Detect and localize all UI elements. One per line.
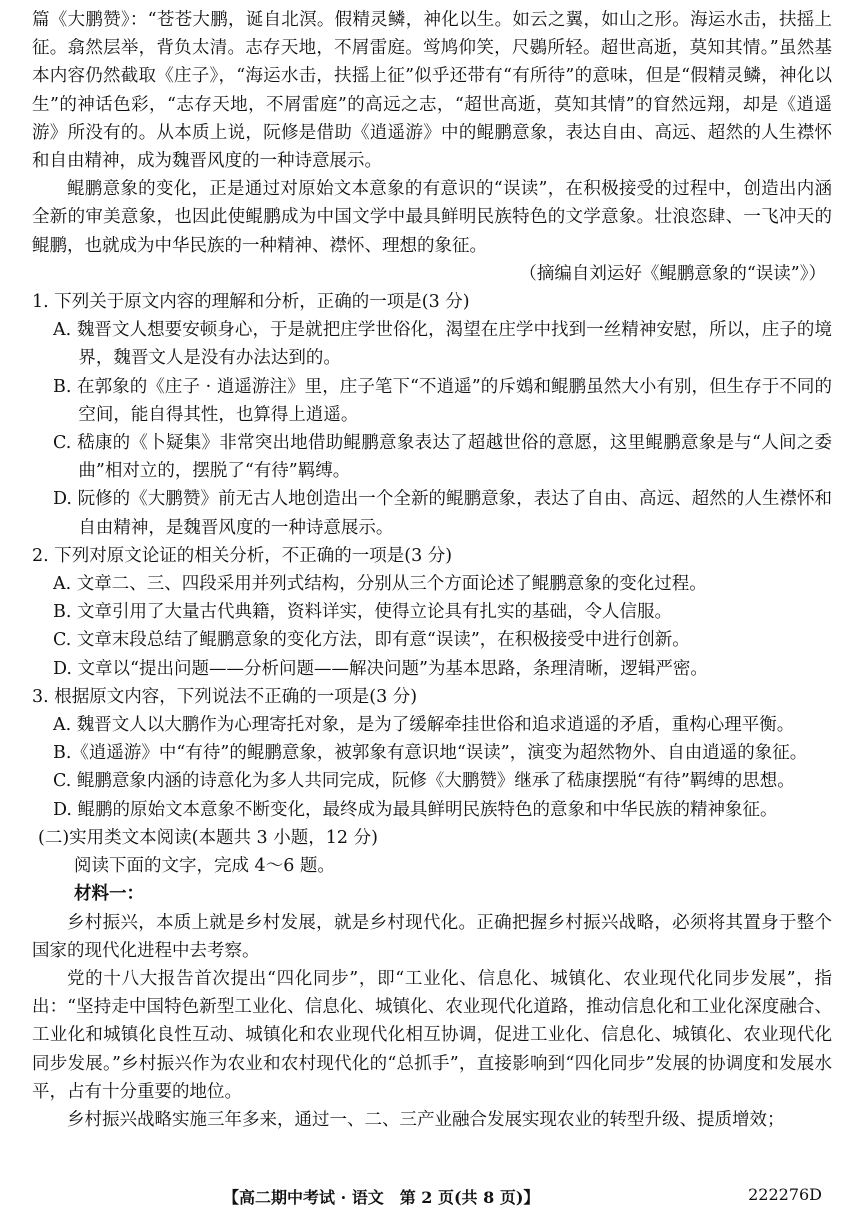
- question-option: D. 文章以“提出问题——分析问题——解决问题”为基本思路，条理清晰，逻辑严密。: [53, 658, 708, 679]
- question-option: C. 嵇康的《卜疑集》非常突出地借助鲲鹏意象表达了超越世俗的意愿，这里鲲鹏意象是与“人间之委曲”相对立的，摆脱了“有待”羁缚。: [53, 433, 832, 482]
- question-option: D. 阮修的《大鹏赞》前无古人地创造出一个全新的鲲鹏意象，表达了自由、高远、超然的人生襟怀和自由精神，是魏晋风度的一种诗意展示。: [53, 489, 832, 538]
- footer-page-info: 【高二期中考试 · 语文 第 2 页(共 8 页)】: [223, 1188, 540, 1207]
- question-stem: 1. 下列关于原文内容的理解和分析，正确的一项是(3 分): [32, 292, 470, 313]
- question-option: A. 魏晋文人想要安顿身心，于是就把庄学世俗化，渴望在庄学中找到一丝精神安慰，所以，庄子的境界，魏晋文人是没有办法达到的。: [53, 320, 832, 369]
- question-option: B. 在郭象的《庄子 · 逍遥游注》里，庄子笔下“不逍遥”的斥鴳和鲲鹏虽然大小有别，但生存于不同的空间，能自得其性，也算得上逍遥。: [53, 376, 832, 425]
- section-heading: (二)实用类文本阅读(本题共 3 小题，12 分): [38, 827, 378, 848]
- material-paragraph: 乡村振兴，本质上就是乡村发展，就是乡村现代化。正确把握乡村振兴战略，必须将其置身于整个国家的现代化进程中去考察。: [32, 912, 832, 961]
- question-option: C. 文章末段总结了鲲鹏意象的变化方法，即有意“误读”，在积极接受中进行创新。: [53, 630, 690, 651]
- material-paragraph: 党的十八大报告首次提出“四化同步”，即“工业化、信息化、城镇化、农业现代化同步发展”，指出：“坚持走中国特色新型工业化、信息化、城镇化、农业现代化道路，推动信息化和工业化深度融合、工业化和城镇化良性互动、城镇化和农业现代化相互协调，促进工业化、信息化、城镇化、农业现代化同步发展。”乡村振兴作为农业和农村现代化的“总抓手”，直接影响到“四化同步”发展的协调度和发展水平，占有十分重要的地位。: [32, 968, 832, 1102]
- question-option: A. 文章二、三、四段采用并列式结构，分别从三个方面论述了鲲鹏意象的变化过程。: [53, 574, 707, 595]
- question-stem: 2. 下列对原文论证的相关分析，不正确的一项是(3 分): [32, 545, 453, 566]
- question-3: [32, 683, 832, 824]
- exam-page: [32, 6, 832, 1134]
- passage-paragraph: 篇《大鹏赞》：“苍苍大鹏，诞自北溟。假精灵鳞，神化以生。如云之翼，如山之形。海运水击，扶摇上征。翕然层举，背负太清。志存天地，不屑雷庭。鸴鸠仰笑，尺鷃所轻。超世高逝，莫知其情。”虽然基本内容仍然截取《庄子》，“海运水击，扶摇上征”似乎还带有“有所待”的意味，但是“假精灵鳞，神化以生”的神话色彩，“志存天地，不屑雷庭”的高远之志，“超世高逝，莫知其情”的窅然远翔，却是《逍遥游》所没有的。从本质上说，阮修是借助《逍遥游》中的鲲鹏意象，表达自由、高远、超然的人生襟怀和自由精神，成为魏晋风度的一种诗意展示。: [32, 10, 832, 172]
- passage-paragraph: 鲲鹏意象的变化，正是通过对原始文本意象的有意识的“误读”，在积极接受的过程中，创造出内涵全新的审美意象，也因此使鲲鹏成为中国文学中最具鲜明民族特色的文学意象。壮浪恣肆、一飞冲天的鲲鹏，也就成为中华民族的一种精神、襟怀、理想的象征。: [32, 179, 832, 256]
- material-paragraph: 乡村振兴战略实施三年多来，通过一、二、三产业融合发展实现农业的转型升级、提质增效；: [67, 1109, 785, 1130]
- passage-source: （摘编自刘运好《鲲鹏意象的“误读”》）: [519, 263, 826, 284]
- question-stem: 3. 根据原文内容，下列说法不正确的一项是(3 分): [32, 686, 418, 707]
- question-option: B. 文章引用了大量古代典籍，资料详实，使得立论具有扎实的基础，令人信服。: [53, 602, 672, 623]
- question-option: A. 魏晋文人以大鹏作为心理寄托对象，是为了缓解牵挂世俗和追求逍遥的矛盾，重构心理平衡。: [53, 715, 795, 736]
- section-instruction: 阅读下面的文字，完成 4～6 题。: [74, 856, 335, 877]
- question-option: C. 鲲鹏意象内涵的诗意化为多人共同完成，阮修《大鹏赞》继承了嵇康摆脱“有待”羁缚的思想。: [53, 771, 795, 792]
- question-option: D. 鲲鹏的原始文本意象不断变化，最终成为最具鲜明民族特色的意象和中华民族的精神象征。: [53, 799, 778, 820]
- material-label: 材料一：: [74, 884, 144, 905]
- footer-code: 222276D: [748, 1185, 822, 1204]
- page-footer: [0, 1182, 860, 1208]
- question-1: [32, 288, 832, 542]
- question-2: [32, 542, 832, 683]
- question-option: B.《逍遥游》中“有待”的鲲鹏意象，被郭象有意识地“误读”，演变为超然物外、自由逍遥的象征。: [53, 743, 808, 764]
